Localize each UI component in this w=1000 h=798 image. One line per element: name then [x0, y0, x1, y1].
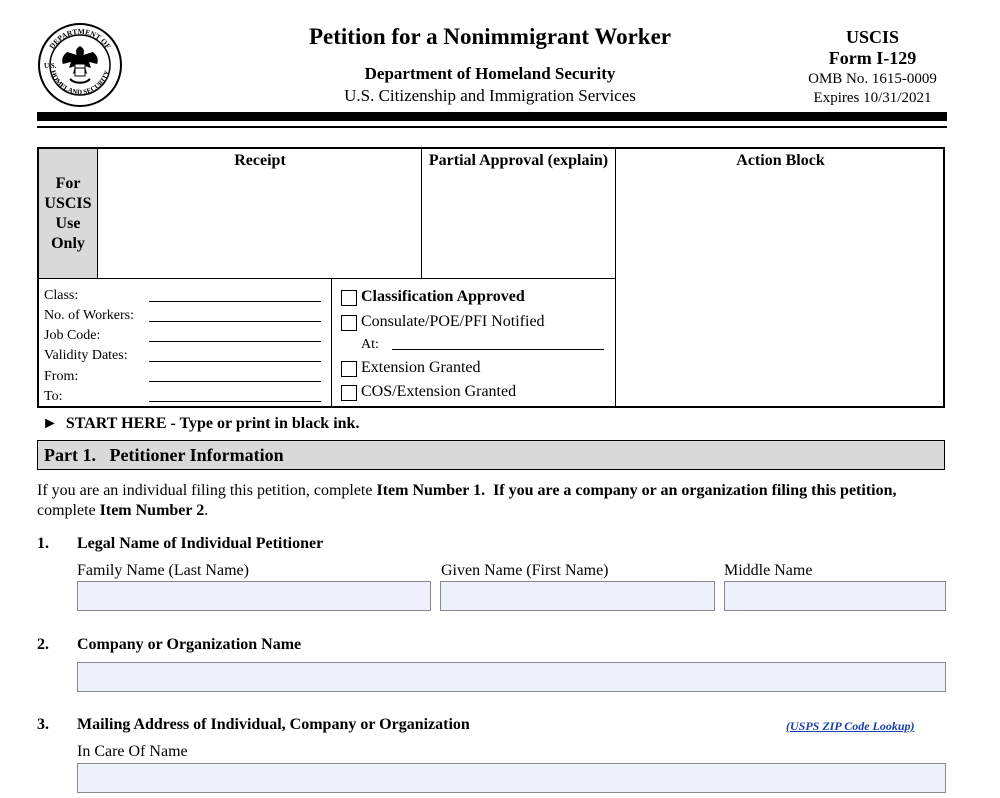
- in-care-of-input[interactable]: [77, 763, 946, 793]
- expiration-date: Expires 10/31/2021: [813, 90, 932, 106]
- classification-approved-checkbox[interactable]: [341, 290, 357, 306]
- arrow-right-icon: ►: [42, 415, 58, 432]
- form-title: Petition for a Nonimmigrant Worker: [309, 24, 671, 49]
- cos-extension-granted-label: COS/Extension Granted: [361, 383, 517, 400]
- office-divider-v2: [615, 149, 616, 407]
- at-label: At:: [361, 337, 379, 352]
- at-line: [392, 349, 604, 350]
- to-line: [149, 401, 321, 402]
- department-name: Department of Homeland Security: [364, 64, 616, 83]
- from-label: From:: [44, 369, 79, 384]
- form-number: Form I-129: [828, 48, 917, 68]
- agency-name: U.S. Citizenship and Immigration Services: [344, 86, 636, 105]
- extension-granted-label: Extension Granted: [361, 359, 481, 376]
- middle-name-label: Middle Name: [724, 562, 813, 579]
- class-label: Class:: [44, 288, 79, 303]
- to-label: To:: [44, 389, 63, 404]
- item1-number: 1.: [37, 535, 49, 552]
- given-name-label: Given Name (First Name): [441, 562, 609, 579]
- receipt-header: Receipt: [234, 152, 286, 169]
- family-name-input[interactable]: [77, 581, 431, 611]
- for-uscis-use-only-label: For USCIS Use Only: [39, 149, 98, 278]
- header-rule-thin: [37, 126, 947, 128]
- partial-approval-header: Partial Approval (explain): [428, 152, 609, 169]
- cos-extension-granted-checkbox[interactable]: [341, 385, 357, 401]
- start-here-instruction: ► START HERE - Type or print in black ink.: [42, 415, 360, 432]
- company-name-input[interactable]: [77, 662, 946, 692]
- omb-number: OMB No. 1615-0009: [808, 71, 937, 87]
- item1-title: Legal Name of Individual Petitioner: [77, 535, 324, 552]
- validity-line: [149, 361, 321, 362]
- part1-instructions: If you are an individual filing this petition, complete Item Number 1. If you are a company or an organization filing this petition, complete Item Number 2.: [37, 482, 897, 519]
- extension-granted-checkbox[interactable]: [341, 361, 357, 377]
- validity-label: Validity Dates:: [44, 348, 128, 363]
- action-block-header: Action Block: [736, 152, 825, 169]
- workers-line: [149, 321, 321, 322]
- item2-title: Company or Organization Name: [77, 636, 302, 653]
- office-divider-v3: [331, 278, 332, 407]
- part1-title: Part 1. Petitioner Information: [44, 445, 284, 465]
- family-name-label: Family Name (Last Name): [77, 562, 249, 579]
- in-care-of-label: In Care Of Name: [77, 743, 188, 760]
- svg-text:U.S.: U.S.: [44, 62, 57, 70]
- consulate-notified-checkbox[interactable]: [341, 315, 357, 331]
- agency-short: USCIS: [845, 27, 900, 47]
- uscis-office-use-box: [37, 147, 945, 408]
- job-code-line: [149, 341, 321, 342]
- classification-approved-label: Classification Approved: [361, 288, 525, 305]
- consulate-notified-label: Consulate/POE/PFI Notified: [361, 313, 545, 330]
- middle-name-input[interactable]: [724, 581, 946, 611]
- job-code-label: Job Code:: [44, 328, 101, 343]
- item3-number: 3.: [37, 716, 49, 733]
- header-rule-thick: [37, 112, 947, 121]
- from-line: [149, 381, 321, 382]
- given-name-input[interactable]: [440, 581, 715, 611]
- office-divider-h: [39, 278, 615, 279]
- workers-label: No. of Workers:: [44, 308, 134, 323]
- svg-text:DEPARTMENT OF: DEPARTMENT OF: [47, 26, 113, 51]
- usps-zip-lookup-link[interactable]: (USPS ZIP Code Lookup): [786, 719, 915, 733]
- item3-title: Mailing Address of Individual, Company or Organization: [77, 716, 470, 733]
- item2-number: 2.: [37, 636, 49, 653]
- class-line: [149, 301, 321, 302]
- svg-text:HOMELAND SECURITY: HOMELAND SECURITY: [48, 69, 112, 97]
- dhs-seal-logo: [37, 22, 123, 108]
